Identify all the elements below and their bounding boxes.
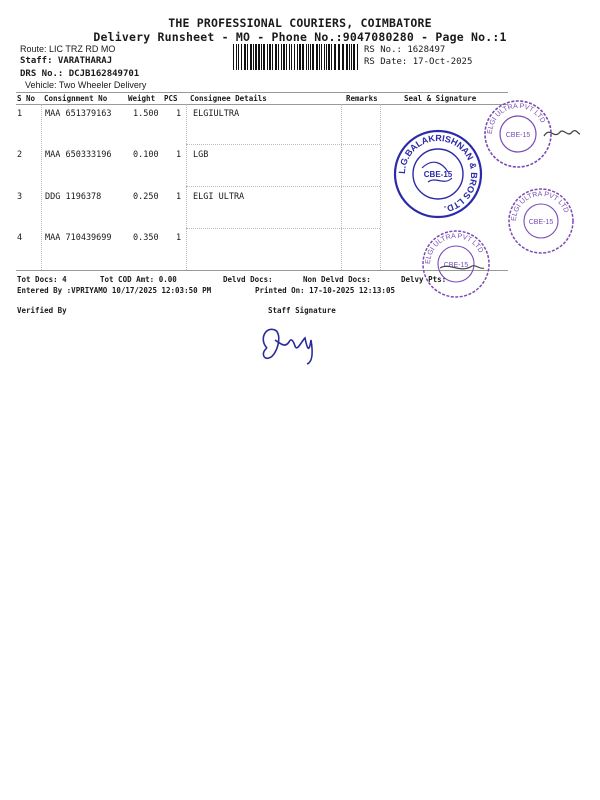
row-sno: 1: [17, 109, 23, 119]
drs-number: DRS No.: DCJB162849701: [20, 69, 140, 79]
barcode-bar: [319, 44, 320, 70]
grid-line: [186, 104, 187, 270]
entered-by: Entered By :VPRIYAMO 10/17/2025 12:03:50 PM: [17, 286, 212, 295]
col-header-consignment: Consignment No: [44, 94, 108, 103]
elgi-stamp-text: ELGI ULTRA PVT LTD: [486, 102, 547, 135]
barcode-bar: [244, 44, 246, 70]
col-header-pcs: PCS: [164, 94, 178, 103]
row-consignee: ELGIULTRA: [193, 109, 240, 119]
barcode-bar: [291, 44, 292, 70]
grid-line: [41, 104, 42, 270]
col-header-consignee: Consignee Details: [190, 94, 267, 103]
col-header-seal: Seal & Signature: [404, 94, 477, 103]
elgi-stamp-code: CBE-15: [528, 219, 554, 226]
grid-line: [186, 144, 380, 145]
vehicle-label: Vehicle: Two Wheeler Delivery: [25, 80, 147, 90]
row-weight: 0.350: [133, 233, 159, 243]
barcode-bar: [302, 44, 304, 70]
runsheet-subtitle: Delivery Runsheet - MO - Phone No.:9047080280 - Page No.:1: [93, 30, 507, 44]
barcode-bar: [278, 44, 279, 70]
row-pcs: 1: [176, 192, 182, 202]
row-consignment: MAA 651379163: [45, 109, 112, 119]
lgb-seal-stamp: [392, 128, 484, 220]
staff-signature-label: Staff Signature: [268, 306, 336, 315]
row-pcs: 1: [176, 150, 182, 160]
verified-by-label: Verified By: [17, 306, 67, 315]
barcode-bar: [297, 44, 298, 70]
barcode-bar: [338, 44, 340, 70]
lgb-stamp-code: CBE-15: [423, 170, 453, 179]
grid-line: [186, 186, 380, 187]
barcode-bar: [255, 44, 257, 70]
elgi-seal-stamp-3: [420, 228, 492, 300]
barcode-bar: [253, 44, 254, 70]
company-title: THE PROFESSIONAL COURIERS, COIMBATORE: [168, 16, 432, 30]
barcode-bar: [250, 44, 252, 70]
row-consignment: MAA 710439699: [45, 233, 112, 243]
barcode-bar: [281, 44, 282, 70]
staff-signature-image: [255, 318, 325, 368]
row-weight: 1.500: [133, 109, 159, 119]
barcode-bar: [238, 44, 239, 70]
lgb-stamp-text: L.G.BALAKRISHNAN & BROS LTD.: [396, 132, 480, 215]
barcode-bar: [349, 44, 350, 70]
table-top-rule: [16, 92, 508, 93]
row-sno: 2: [17, 150, 23, 160]
barcode-bar: [326, 44, 327, 70]
elgi-stamp-text: ELGI ULTRA PVT LTD: [424, 232, 485, 265]
barcode-bar: [357, 44, 358, 70]
barcode-bar: [261, 44, 262, 70]
delivery-points: Delvy Pts:: [401, 275, 447, 284]
barcode-bar: [321, 44, 322, 70]
barcode-bar: [299, 44, 301, 70]
col-header-sno: S No: [17, 94, 36, 103]
elgi-stamp-code: CBE-15: [443, 262, 469, 269]
row-consignee: LGB: [193, 150, 209, 160]
row-consignee: ELGI ULTRA: [193, 192, 245, 202]
barcode-bar: [283, 44, 285, 70]
non-delivered-docs: Non Delvd Docs:: [303, 275, 371, 284]
rs-date: RS Date: 17-Oct-2025: [364, 57, 473, 67]
rs-number: RS No.: 1628497: [364, 45, 446, 55]
row-sno: 4: [17, 233, 23, 243]
barcode-bar: [267, 44, 268, 70]
elgi-stamp-text: ELGI ULTRA PVT LTD: [510, 190, 570, 222]
barcode-bar: [353, 44, 355, 70]
row-pcs: 1: [176, 109, 182, 119]
row-weight: 0.100: [133, 150, 159, 160]
row-weight: 0.250: [133, 192, 159, 202]
barcode-bar: [316, 44, 318, 70]
barcode-bar: [269, 44, 271, 70]
barcode-bar: [312, 44, 314, 70]
barcode-bar: [241, 44, 242, 70]
barcode-bar: [306, 44, 307, 70]
barcode-image: [232, 44, 360, 70]
barcode-bar: [351, 44, 352, 70]
barcode-bar: [328, 44, 330, 70]
route-label: Route: LIC TRZ RD MO: [20, 44, 116, 54]
barcode-bar: [342, 44, 344, 70]
printed-on: Printed On: 17-10-2025 12:13:05: [255, 286, 395, 295]
staff-label: Staff: VARATHARAJ: [20, 56, 113, 66]
barcode-bar: [286, 44, 287, 70]
barcode-bar: [233, 44, 234, 70]
barcode-bar: [247, 44, 248, 70]
barcode-bar: [308, 44, 309, 70]
grid-line: [186, 228, 380, 229]
total-cod-amount: Tot COD Amt: 0.00: [100, 275, 177, 284]
barcode-bar: [334, 44, 336, 70]
grid-line: [341, 104, 342, 270]
barcode-bar: [236, 44, 237, 70]
barcode-bar: [289, 44, 290, 70]
barcode-bar: [294, 44, 295, 70]
barcode-bar: [324, 44, 325, 70]
total-docs: Tot Docs: 4: [17, 275, 67, 284]
barcode-bar: [346, 44, 348, 70]
row-sno: 3: [17, 192, 23, 202]
table-header-rule: [16, 104, 508, 105]
barcode-bar: [275, 44, 277, 70]
barcode-bar: [263, 44, 265, 70]
delivered-docs: Delvd Docs:: [223, 275, 273, 284]
barcode-bar: [310, 44, 311, 70]
barcode-bar: [272, 44, 273, 70]
elgi-seal-stamp-2: [506, 186, 576, 256]
grid-line: [380, 104, 381, 270]
signature-scribble: [542, 120, 582, 146]
barcode-bar: [258, 44, 260, 70]
col-header-weight: Weight: [128, 94, 156, 103]
row-pcs: 1: [176, 233, 182, 243]
col-header-remarks: Remarks: [346, 94, 378, 103]
row-consignment: MAA 650333196: [45, 150, 112, 160]
elgi-stamp-code: CBE-15: [505, 132, 531, 139]
row-consignment: DDG 1196378: [45, 192, 102, 202]
barcode-bar: [331, 44, 332, 70]
